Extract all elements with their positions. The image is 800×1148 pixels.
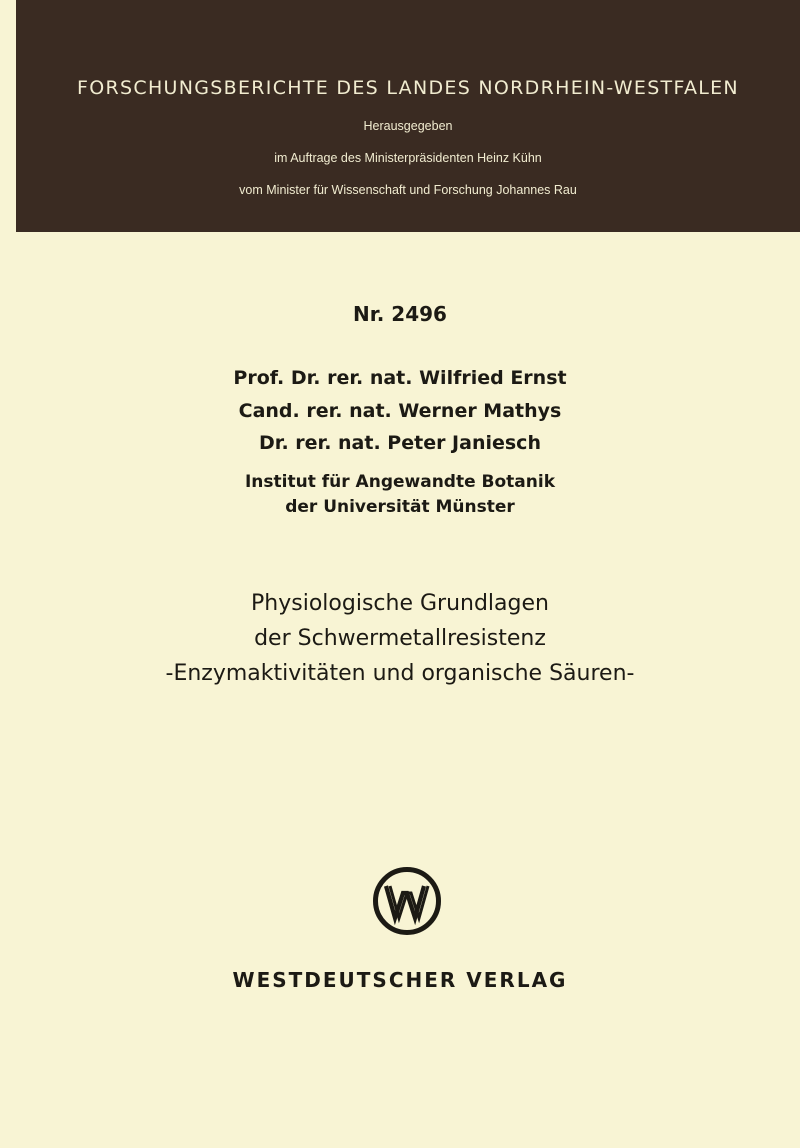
author-2: Cand. rer. nat. Werner Mathys — [238, 400, 562, 422]
author-3: Dr. rer. nat. Peter Janiesch — [259, 432, 541, 454]
publisher-name: WESTDEUTSCHER VERLAG — [232, 968, 568, 992]
header-line-commission: im Auftrage des Ministerpräsidenten Heinz Kühn — [274, 151, 542, 165]
header-line-minister: vom Minister für Wissenschaft und Forschung Johannes Rau — [239, 183, 577, 197]
title-line-3: -Enzymaktivitäten und organische Säuren- — [165, 661, 635, 686]
institute-line-2: der Universität Münster — [285, 497, 515, 517]
report-number: Nr. 2496 — [353, 302, 447, 326]
title-line-2: der Schwermetallresistenz — [254, 626, 546, 651]
institute-line-1: Institut für Angewandte Botanik — [244, 472, 556, 492]
author-1: Prof. Dr. rer. nat. Wilfried Ernst — [233, 367, 567, 389]
header-line-published: Herausgegeben — [363, 119, 453, 133]
series-title: FORSCHUNGSBERICHTE DES LANDES NORDRHEIN-WESTFALEN — [77, 77, 739, 99]
header-band — [16, 0, 800, 232]
westdeutscher-verlag-logo-icon — [372, 866, 442, 936]
title-line-1: Physiologische Grundlagen — [251, 591, 549, 616]
